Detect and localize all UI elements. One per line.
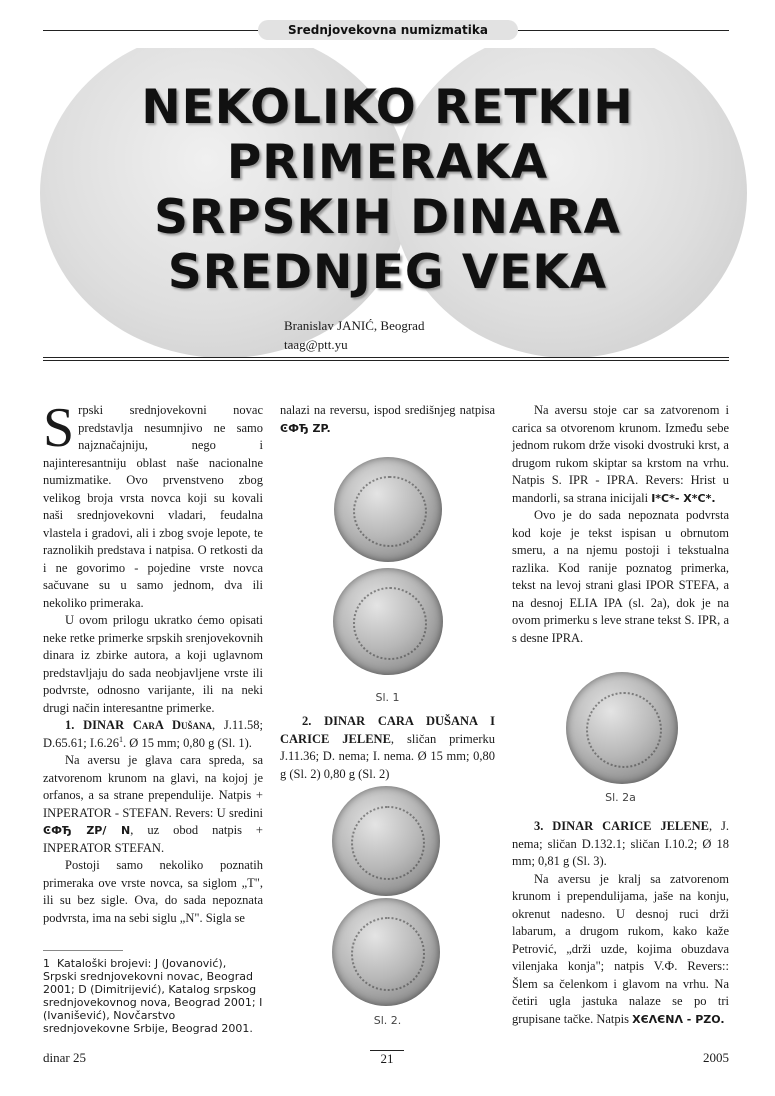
title-line-4: SREDNJEG VEKA — [167, 245, 608, 300]
paragraph: Na aversu je glava cara spreda, sa zatvorenom krunom na glavi, na kojoj je orfanos, a sa strane prependulije. Natpis + INPERATOR - STEFAN. Revers: U sredini ϾФЂ ZP/ N, uz obod natpis + INPERATOR STEFAN. — [43, 753, 263, 855]
footnote-rule — [43, 950, 123, 951]
paragraph: nalazi na reversu, ispod središnjeg natpisa ϾФЂ ZP. — [280, 403, 495, 435]
author-name: Branislav JANIĆ, Beograd — [284, 318, 425, 333]
footnote — [43, 957, 263, 1035]
intro-paragraph: Srpski srednjovekovni novac predstavlja nesumnjivo ne samo najznačajniju, nego i najinteresantniju oblast naše nacionalne numizmatike. Ovo prvenstveno zbog velikog broja vrsta novca koji su kovali naši srednjovekovni vladari, feudalna vlastela i gradovi, ali i zbog svoje lepote, te raznolikih predstava i natpisa. O retkosti da i ne govorimo - pojedine vrste novca sačuvane su u samo jednom, dva ili nekoliko primeraka. — [43, 397, 263, 610]
figure-2-caption: Sl. 2. — [373, 1014, 402, 1027]
title-line-2: PRIMERAKA — [226, 135, 549, 190]
paragraph: Ovo je do sada nepoznata podvrsta kod koje je tekst ispisan u obrnutom smeru, a na njemu postoji i tekstualna razlika. Kod ranije poznatog primerka, tekst na levoj strani glasi IPOR STEFA, a na desnoj ELIA IPA (sl. 2a), dok je na ovom primerku s leve strane tekst S. IPR, a s desne IPRA. — [512, 508, 729, 645]
column-2 — [280, 402, 495, 437]
footnote-text: Kataloški brojevi: J (Jovanović), Srpski srednjovekovni novac, Beograd 2001; D (Dimitrijević), Katalog srpskog srednjovekovnog nova, Beograd 2001; I (Ivanišević), Novčarstvo srednjovekovne Srbije, Beograd 2001. — [43, 957, 263, 1035]
coin-1-obverse — [334, 457, 442, 562]
title-rule-top — [43, 357, 729, 358]
article-title — [0, 80, 775, 300]
column-2-lower — [280, 713, 495, 783]
section-2-heading: 2. DINAR CARA DUŠANA I CARICE JELENE, sličan primerku J.11.36; D. nema; I. nema. Ø 15 mm; 0,80 g (Sl. 2) 0,80 g (Sl. 2) — [280, 714, 495, 781]
section-3-heading: 3. DINAR CARICE JELENE, J. nema; sličan D.132.1; sličan I.10.2; Ø 18 mm; 0,81 g (Sl. 3). — [512, 819, 729, 868]
author-email[interactable]: taag@ptt.yu — [284, 337, 348, 352]
footer-journal: dinar 25 — [43, 1050, 86, 1065]
section-1-heading: 1. DINAR CarA Dušana, J.11.58; D.65.61; I.6.26$^1$. Ø 15 mm; 0,80 g (Sl. 1). — [43, 718, 263, 750]
title-line-3: SRPSKIH DINARA — [154, 190, 621, 245]
column-3-lower — [512, 818, 729, 1028]
title-rule-bottom — [43, 360, 729, 361]
page-number: 21 — [370, 1050, 404, 1067]
coin-1-reverse — [333, 568, 443, 675]
paragraph: Postoji samo nekoliko poznatih primeraka ove vrste novca, sa siglom „T", ili su bez sigle. Ova, do sada nepoznata podvrsta, ima na sebi siglu „N". Sigla se — [43, 858, 263, 925]
paragraph: Na aversu stoje car sa zatvorenom i carica sa otvorenom krunom. Između sebe jednom rukom drže visoki dvostruki krst, a drugom rukom skiptar sa krstom na vrhu. Natpis S. IPR - IPRA. Revers: Hrist u mandorli, sa strana inicijali I*C*- X*C*. — [512, 403, 729, 505]
paragraph: U ovom prilogu ukratko ćemo opisati neke retke primerke srpskih srenjovekovnih dinara iz zbirke autora, a koji uglavnom predstavljaju do sada neobjavljene vrste ili podvrste, odnosno varijante, ili na neki drugi način interesantne primerke. — [43, 613, 263, 715]
column-1 — [43, 397, 263, 927]
figure-2a-caption: Sl. 2a — [605, 791, 636, 804]
header-rule-right — [518, 30, 729, 31]
header-rule-left — [43, 30, 258, 31]
coin-2-reverse — [332, 898, 440, 1006]
drop-cap: S — [43, 397, 75, 459]
author-block — [284, 316, 424, 354]
section-label: Srednjovekovna numizmatika — [258, 20, 518, 40]
coin-2-obverse — [332, 786, 440, 896]
footnote-number: 1 — [43, 957, 50, 970]
column-3 — [512, 402, 729, 647]
title-line-1: NEKOLIKO RETKIH — [141, 80, 634, 135]
coin-2a — [566, 672, 678, 784]
paragraph: Na aversu je kralj sa zatvorenom krunom i prependulijama, jaše na konju, okrenut nadesno. U desnoj ruci drži labarum, a drugom rukom, kako kaže Petrović, „drži uzde, kojima obuzdava vilenjaka konja"; natpis V.Ф. Revers:: Šlem sa čelenkom i glavom na vrhu. Na četiri ugla jastuka nalaze se po tri grupisane tačke. Natpis ХЄΛЄΝΛ - ΡZO. — [512, 871, 729, 1026]
figure-1-caption: Sl. 1 — [375, 691, 400, 704]
footer-year: 2005 — [703, 1050, 729, 1065]
